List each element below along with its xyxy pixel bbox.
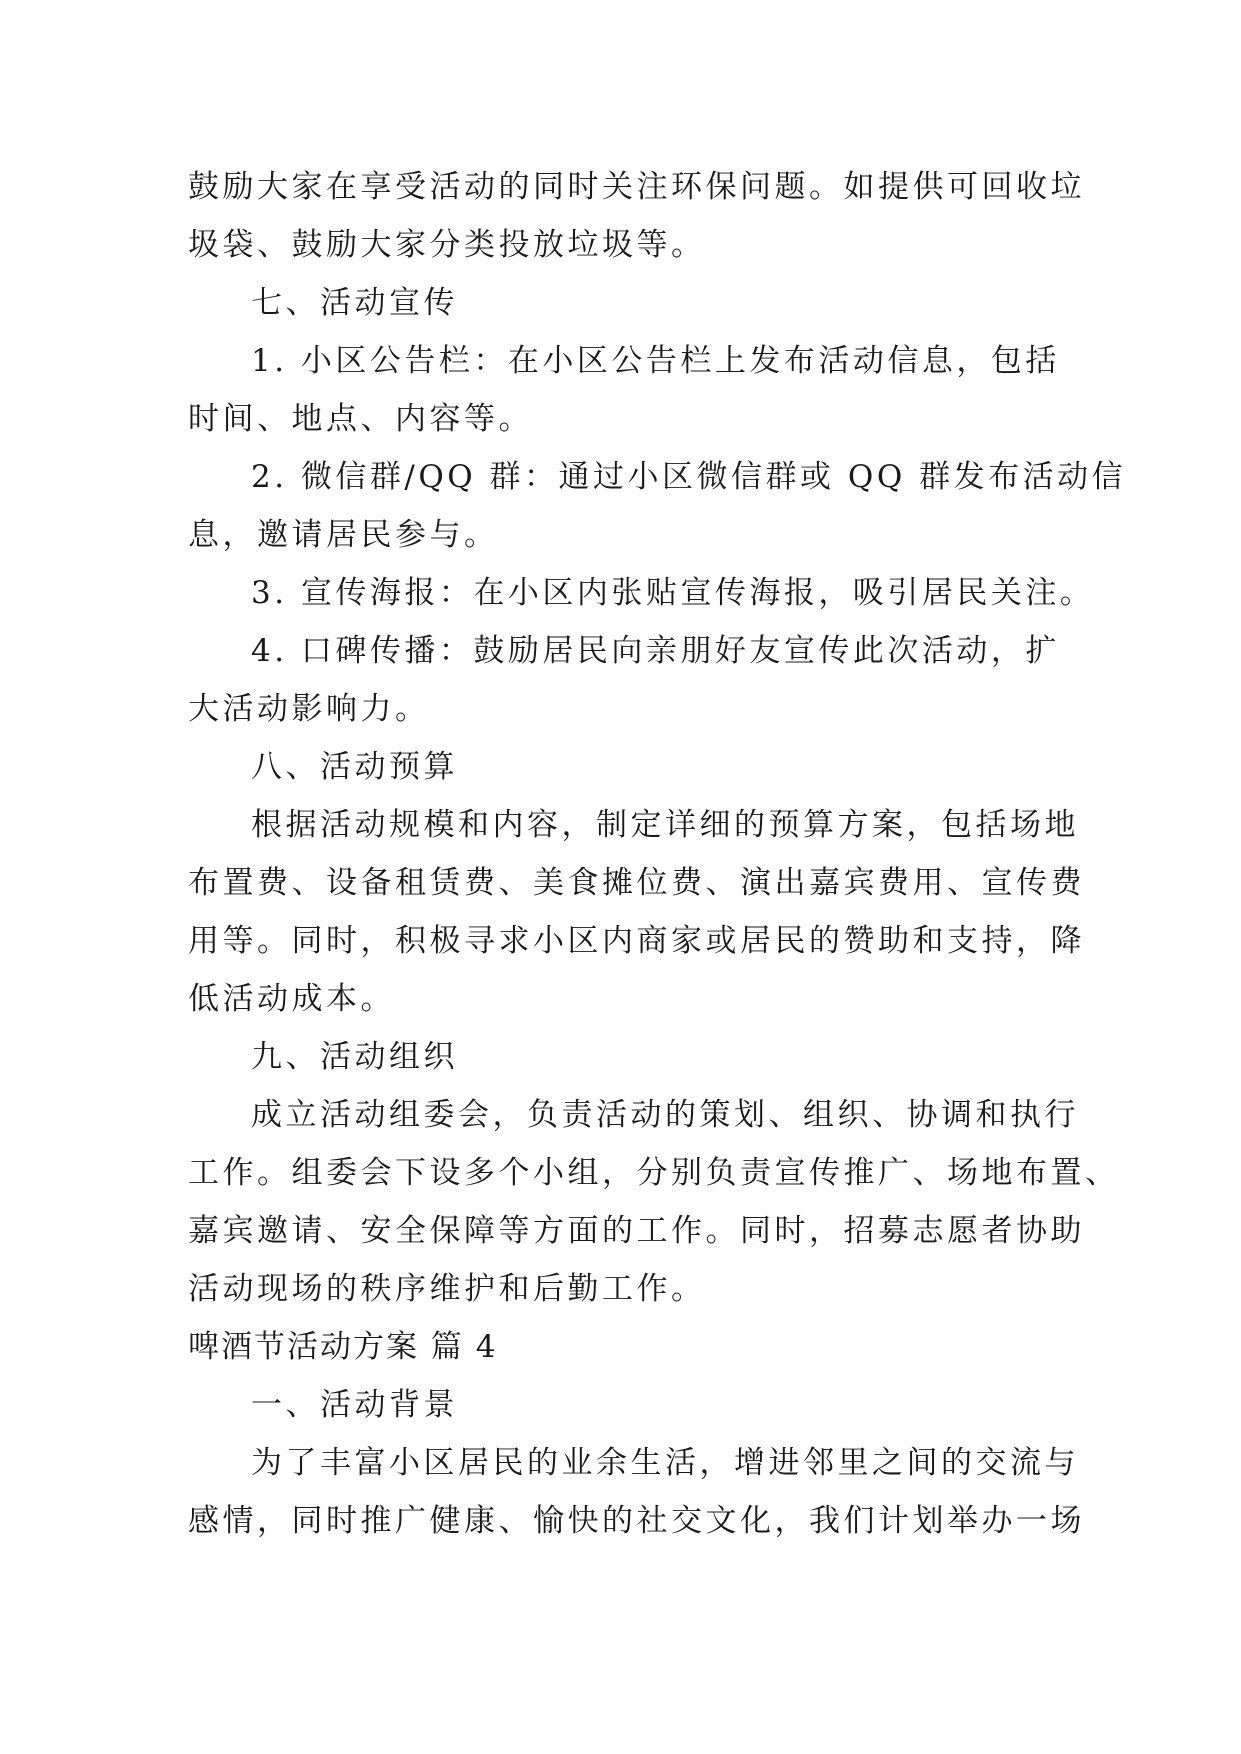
section-heading: 七、活动宣传 — [251, 285, 458, 321]
section-heading: 九、活动组织 — [251, 1039, 458, 1075]
section-heading: 八、活动预算 — [251, 749, 458, 785]
list-item: 3. 宣传海报：在小区内张贴宣传海报，吸引居民关注。 — [251, 575, 1095, 611]
list-item: 1. 小区公告栏：在小区公告栏上发布活动信息，包括 — [251, 343, 1060, 379]
paragraph-line: 布置费、设备租赁费、美食摊位费、演出嘉宾费用、宣传费 — [188, 865, 1085, 901]
list-item: 2. 微信群/QQ 群：通过小区微信群或 QQ 群发布活动信 — [251, 459, 1127, 495]
section-heading: 一、活动背景 — [251, 1387, 458, 1423]
paragraph-line: 成立活动组委会，负责活动的策划、组织、协调和执行 — [251, 1097, 1079, 1133]
paragraph-line: 感情，同时推广健康、愉快的社交文化，我们计划举办一场 — [188, 1503, 1085, 1539]
paragraph-line: 工作。组委会下设多个小组，分别负责宣传推广、场地布置、 — [188, 1155, 1120, 1191]
paragraph-line: 低活动成本。 — [188, 981, 395, 1017]
document-title: 啤酒节活动方案 篇 4 — [188, 1329, 498, 1365]
list-item: 4. 口碑传播：鼓励居民向亲朋好友宣传此次活动，扩 — [251, 633, 1060, 669]
paragraph-line: 息，邀请居民参与。 — [188, 517, 499, 553]
paragraph-line: 根据活动规模和内容，制定详细的预算方案，包括场地 — [251, 807, 1079, 843]
paragraph-line: 嘉宾邀请、安全保障等方面的工作。同时，招募志愿者协助 — [188, 1213, 1085, 1249]
paragraph-line: 鼓励大家在享受活动的同时关注环保问题。如提供可回收垃 — [188, 169, 1085, 205]
document-page — [188, 158, 1127, 1550]
paragraph-line: 大活动影响力。 — [188, 691, 430, 727]
paragraph-line: 活动现场的秩序维护和后勤工作。 — [188, 1271, 706, 1307]
paragraph-line: 为了丰富小区居民的业余生活，增进邻里之间的交流与 — [251, 1445, 1079, 1481]
paragraph-line: 时间、地点、内容等。 — [188, 401, 533, 437]
paragraph-line: 圾袋、鼓励大家分类投放垃圾等。 — [188, 227, 706, 263]
paragraph-line: 用等。同时，积极寻求小区内商家或居民的赞助和支持，降 — [188, 923, 1085, 959]
